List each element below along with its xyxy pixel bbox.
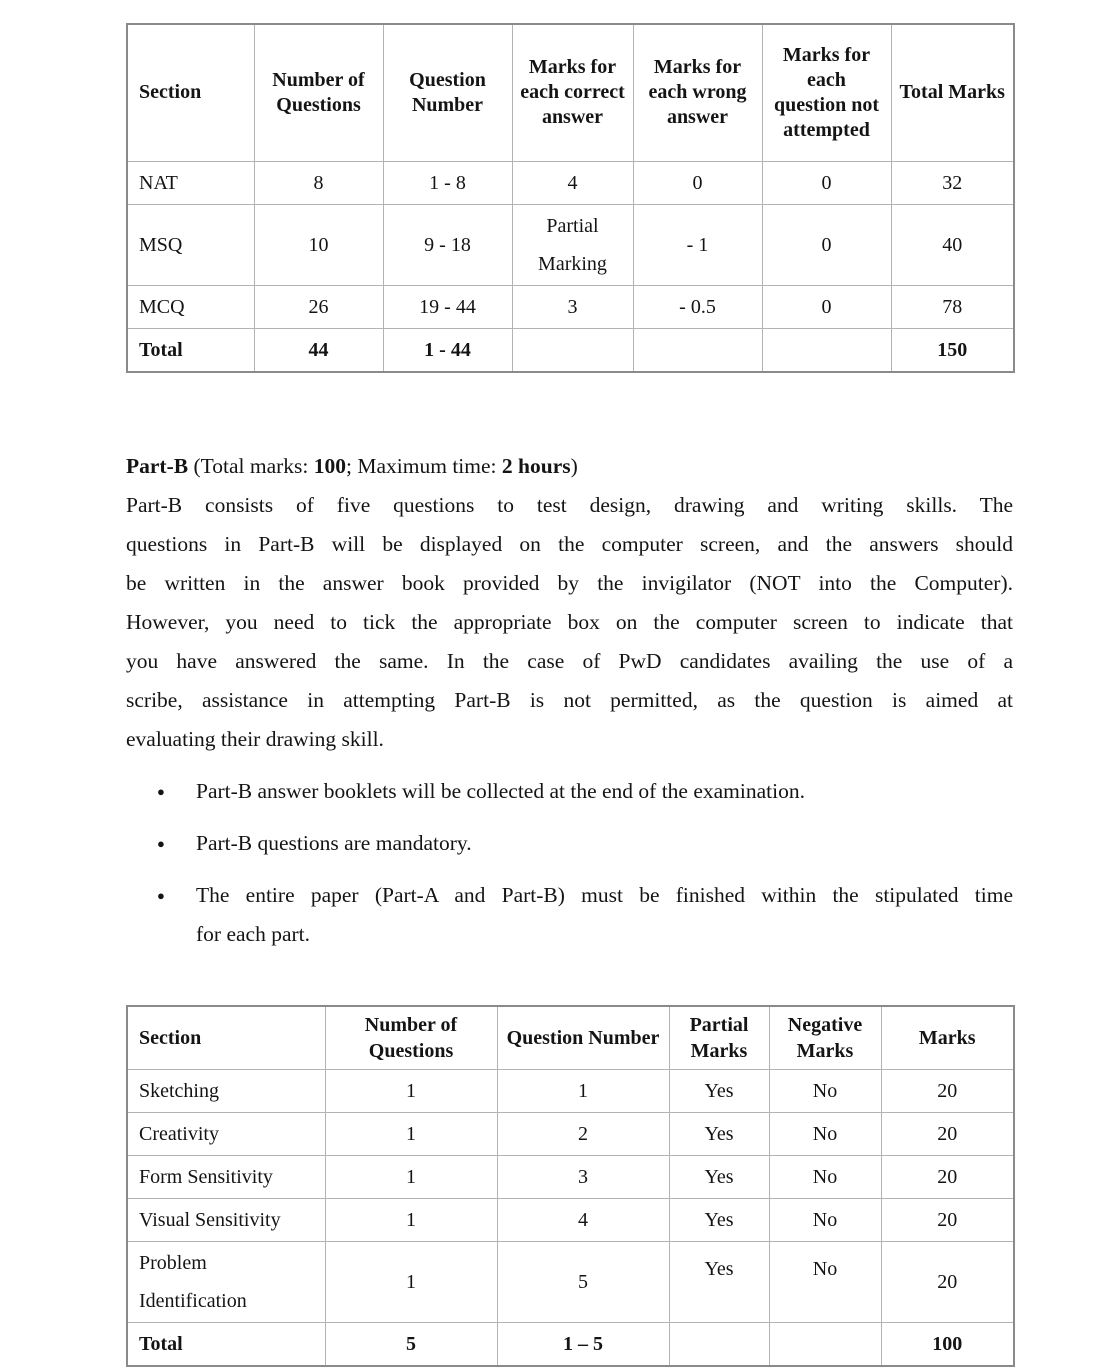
table-cell: 4: [497, 1199, 669, 1242]
table-cell: [512, 328, 633, 372]
table-cell: 150: [891, 328, 1014, 372]
table-cell: 26: [254, 285, 383, 328]
table-cell: No: [769, 1242, 881, 1323]
table-cell: 20: [881, 1156, 1014, 1199]
table-cell: No: [769, 1070, 881, 1113]
heading-text: (Total marks:: [188, 454, 314, 478]
table-cell: 1 - 8: [383, 161, 512, 204]
table-cell: Problem Identification: [127, 1242, 325, 1323]
table-cell: 1 – 5: [497, 1323, 669, 1367]
table-row-form-sensitivity: [127, 1156, 1014, 1199]
table-cell: 20: [881, 1070, 1014, 1113]
table-cell: No: [769, 1113, 881, 1156]
column-header-marks: Marks: [881, 1006, 1014, 1070]
table-cell: 44: [254, 328, 383, 372]
table-cell: Partial Marking: [512, 204, 633, 285]
table-cell: No: [769, 1156, 881, 1199]
table-cell: 1: [325, 1242, 497, 1323]
table-header-row: [127, 1006, 1014, 1070]
column-header-marks-not-attempted: Marks for each question not attempted: [762, 24, 891, 161]
column-header-question-number: Question Number: [383, 24, 512, 161]
column-header-section: Section: [127, 24, 254, 161]
table-cell: [769, 1323, 881, 1367]
bullet-text: [196, 876, 1013, 954]
column-header-number-of-questions: Number of Questions: [254, 24, 383, 161]
table-header-row: [127, 24, 1014, 161]
list-item: [126, 824, 1013, 863]
max-time-value: 2 hours: [502, 454, 571, 478]
total-marks-value: 100: [314, 454, 346, 478]
paragraph-line: scribe, assistance in attempting Part-B is not permitted, as the question is aimed at: [126, 681, 1013, 720]
bullet-text: Part-B questions are mandatory.: [196, 824, 1013, 863]
table-cell: 4: [512, 161, 633, 204]
table-cell: [633, 328, 762, 372]
table-cell: 10: [254, 204, 383, 285]
table-cell: - 0.5: [633, 285, 762, 328]
column-header-number-of-questions: Number of Questions: [325, 1006, 497, 1070]
table-cell: 9 - 18: [383, 204, 512, 285]
table-cell: 3: [512, 285, 633, 328]
table-cell: 1: [325, 1113, 497, 1156]
heading-text: ; Maximum time:: [346, 454, 502, 478]
table-cell: 19 - 44: [383, 285, 512, 328]
table-cell: No: [769, 1199, 881, 1242]
table-cell: MCQ: [127, 285, 254, 328]
list-item: [126, 772, 1013, 811]
table-cell: Yes: [669, 1070, 769, 1113]
table-cell: Total: [127, 1323, 325, 1367]
table-cell: 20: [881, 1242, 1014, 1323]
column-header-negative-marks: Negative Marks: [769, 1006, 881, 1070]
part-a-marks-table: [126, 23, 1015, 373]
paragraph-line: be written in the answer book provided by the invigilator (NOT into the Computer).: [126, 564, 1013, 603]
bullet-text-line: for each part.: [196, 915, 1013, 954]
table-cell: 1 - 44: [383, 328, 512, 372]
table-cell: Yes: [669, 1199, 769, 1242]
table-cell: 100: [881, 1323, 1014, 1367]
paragraph-line: you have answered the same. In the case of PwD candidates availing the use of a: [126, 642, 1013, 681]
heading-text: ): [571, 454, 578, 478]
table-cell: Yes: [669, 1156, 769, 1199]
part-b-heading-label: Part-B: [126, 454, 188, 478]
table-cell: 8: [254, 161, 383, 204]
table-cell: Yes: [669, 1113, 769, 1156]
table-row-total: [127, 328, 1014, 372]
paragraph-line: Part-B consists of five questions to test design, drawing and writing skills. The: [126, 486, 1013, 525]
table-cell: - 1: [633, 204, 762, 285]
part-b-heading: [126, 447, 1013, 486]
table-cell: 1: [325, 1199, 497, 1242]
table-cell: 20: [881, 1113, 1014, 1156]
bullet-text-line: The entire paper (Part-A and Part-B) must be finished within the stipulated time: [196, 876, 1013, 915]
paragraph-line: evaluating their drawing skill.: [126, 720, 1013, 759]
bullet-icon: ●: [157, 876, 196, 954]
part-b-marks-table: [126, 1005, 1015, 1367]
part-b-section: [126, 447, 1013, 759]
table-cell: NAT: [127, 161, 254, 204]
column-header-marks-wrong: Marks for each wrong answer: [633, 24, 762, 161]
table-cell: 40: [891, 204, 1014, 285]
table-cell: MSQ: [127, 204, 254, 285]
column-header-marks-correct: Marks for each correct answer: [512, 24, 633, 161]
table-row-sketching: [127, 1070, 1014, 1113]
table-cell: 32: [891, 161, 1014, 204]
column-header-partial-marks: Partial Marks: [669, 1006, 769, 1070]
bullet-text: Part-B answer booklets will be collected at the end of the examination.: [196, 772, 1013, 811]
table-cell: 5: [497, 1242, 669, 1323]
table-cell: [669, 1323, 769, 1367]
table-row-visual-sensitivity: [127, 1199, 1014, 1242]
table-row-creativity: [127, 1113, 1014, 1156]
table-cell: Total: [127, 328, 254, 372]
table-cell: 0: [762, 161, 891, 204]
table-cell: Visual Sensitivity: [127, 1199, 325, 1242]
table-cell: 20: [881, 1199, 1014, 1242]
table-row-total: [127, 1323, 1014, 1367]
bullet-icon: ●: [157, 772, 196, 811]
list-item: [126, 876, 1013, 954]
paragraph-line: questions in Part-B will be displayed on the computer screen, and the answers should: [126, 525, 1013, 564]
table-row-msq: [127, 204, 1014, 285]
table-row-problem-identification: [127, 1242, 1014, 1323]
table-cell: Form Sensitivity: [127, 1156, 325, 1199]
table-cell: 1: [325, 1070, 497, 1113]
table-cell: Creativity: [127, 1113, 325, 1156]
bullet-icon: ●: [157, 824, 196, 863]
table-cell: 1: [325, 1156, 497, 1199]
table-cell: 0: [633, 161, 762, 204]
table-cell: 0: [762, 285, 891, 328]
table-cell: 2: [497, 1113, 669, 1156]
table-cell: 0: [762, 204, 891, 285]
column-header-question-number: Question Number: [497, 1006, 669, 1070]
table-cell: 5: [325, 1323, 497, 1367]
table-row-nat: [127, 161, 1014, 204]
table-cell: 3: [497, 1156, 669, 1199]
column-header-section: Section: [127, 1006, 325, 1070]
table-cell: Yes: [669, 1242, 769, 1323]
part-b-bullet-list: [126, 772, 1013, 954]
table-cell: [762, 328, 891, 372]
paragraph-line: However, you need to tick the appropriate box on the computer screen to indicate that: [126, 603, 1013, 642]
column-header-total-marks: Total Marks: [891, 24, 1014, 161]
table-row-mcq: [127, 285, 1014, 328]
table-cell: 1: [497, 1070, 669, 1113]
table-cell: Sketching: [127, 1070, 325, 1113]
table-cell: 78: [891, 285, 1014, 328]
